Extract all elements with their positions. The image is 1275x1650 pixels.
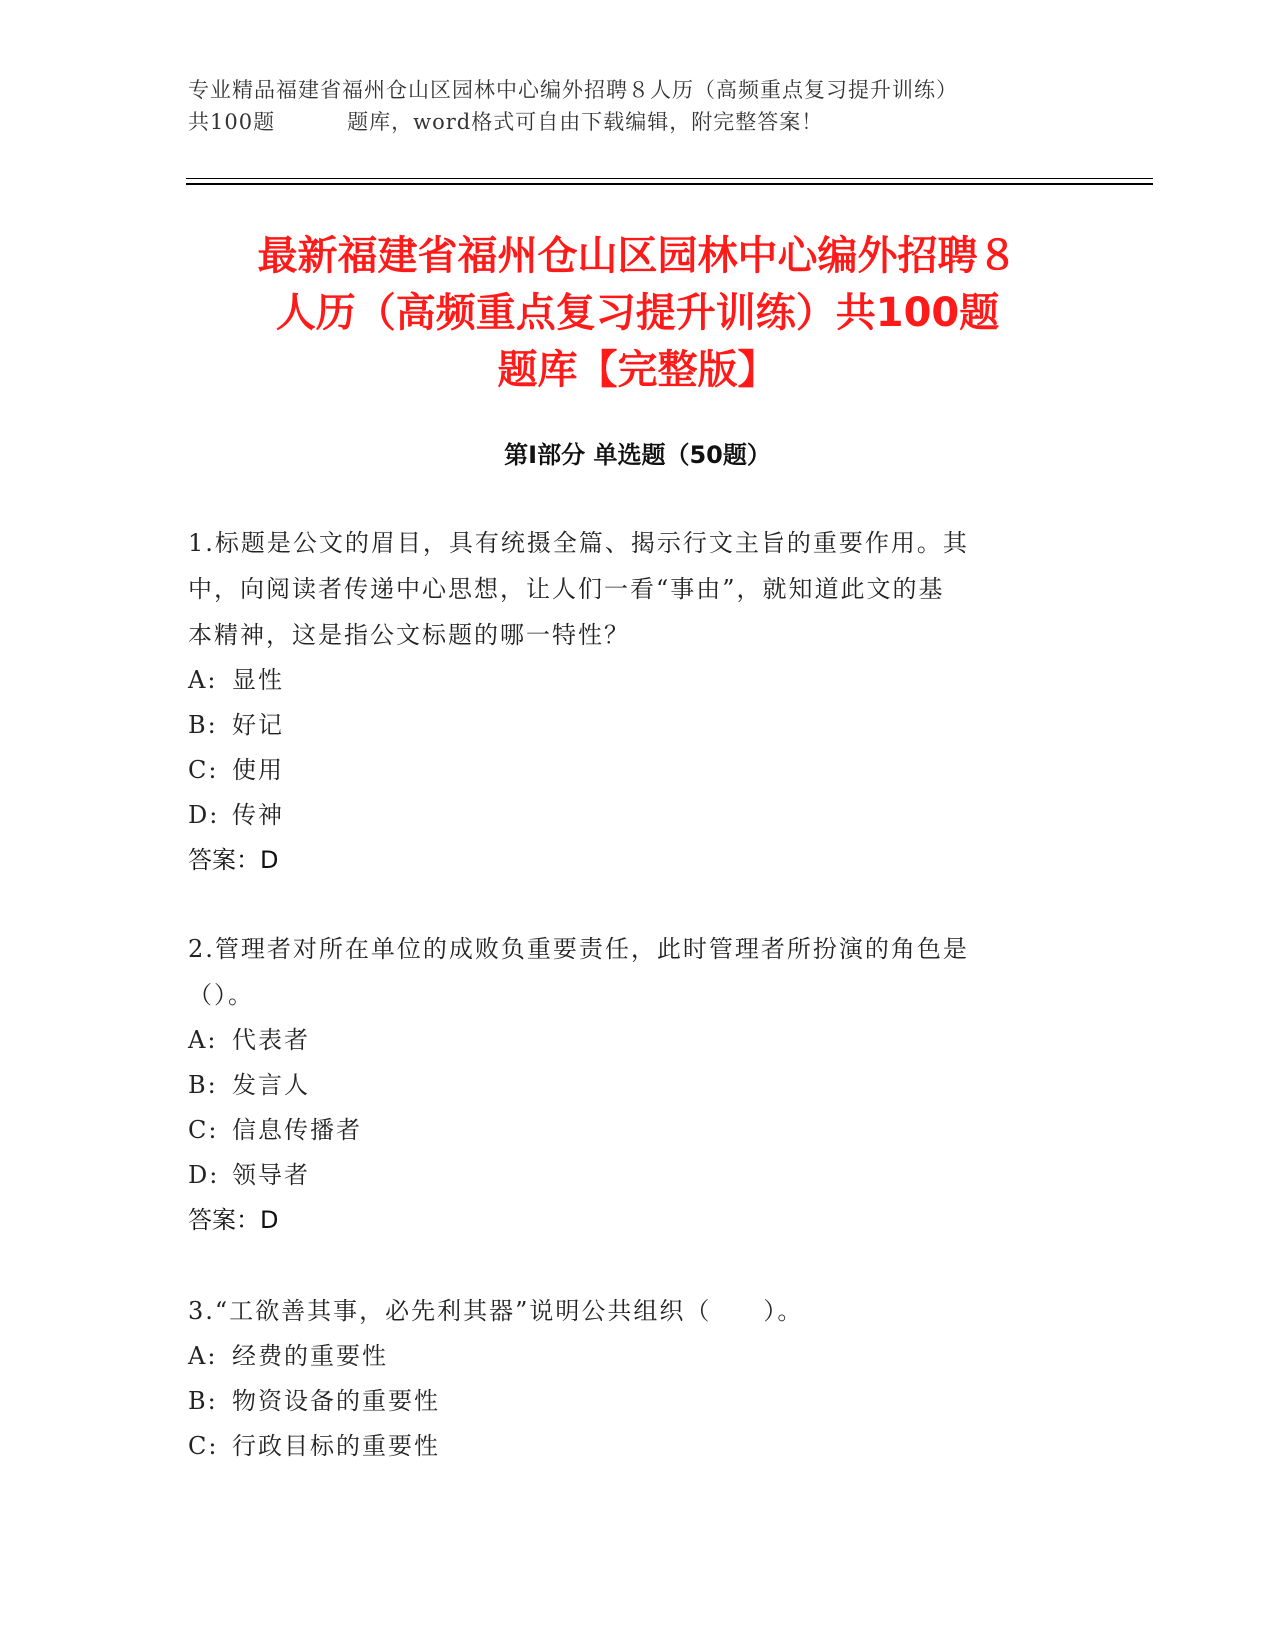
option-b — [188, 1063, 1088, 1108]
document-title — [180, 228, 1095, 399]
option-c — [188, 1424, 1088, 1469]
question-text-line: 1.标题是公文的眉目，具有统摄全篇、揭示行文主旨的重要作用。其 — [188, 529, 969, 557]
section-title: 第Ⅰ部分 单选题（50题） — [504, 441, 771, 469]
option-c — [188, 1108, 1088, 1153]
option-text: 发言人 — [232, 1071, 310, 1099]
option-key: D: — [188, 801, 220, 829]
header-note-count: 共100题 — [188, 110, 276, 134]
option-a — [188, 658, 1088, 703]
document-title-line-2: 人历（高频重点复习提升训练）共100题 — [275, 290, 1000, 336]
question-text — [188, 926, 1088, 1018]
question-1 — [188, 520, 1088, 883]
document-title-line-1: 最新福建省福州仓山区园林中心编外招聘８ — [257, 233, 1018, 279]
header-divider-thin — [186, 178, 1153, 179]
option-text: 行政目标的重要性 — [232, 1432, 440, 1460]
option-d — [188, 793, 1088, 838]
question-text-line: 本精神，这是指公文标题的哪一特性？ — [188, 621, 630, 649]
answer: 答案：D — [188, 1206, 279, 1234]
option-text: 领导者 — [232, 1161, 310, 1189]
option-text: 显性 — [232, 666, 284, 694]
answer: 答案：D — [188, 846, 279, 874]
option-text: 传神 — [232, 801, 284, 829]
option-text: 物资设备的重要性 — [232, 1387, 440, 1415]
option-key: C: — [188, 1432, 219, 1460]
question-text-line: 2.管理者对所在单位的成败负重要责任，此时管理者所扮演的角色是 — [188, 935, 969, 963]
option-text: 使用 — [232, 756, 284, 784]
option-text: 经费的重要性 — [232, 1342, 388, 1370]
option-key: B: — [188, 1387, 218, 1415]
header-note-line-2 — [188, 106, 1088, 138]
header-note-description: 题库，word格式可自由下载编辑，附完整答案！ — [347, 110, 824, 134]
option-key: A: — [188, 1026, 218, 1054]
question-2 — [188, 926, 1088, 1243]
option-a — [188, 1334, 1088, 1379]
option-text: 好记 — [232, 711, 284, 739]
option-key: D: — [188, 1161, 220, 1189]
option-key: B: — [188, 711, 218, 739]
option-c — [188, 748, 1088, 793]
option-a — [188, 1018, 1088, 1063]
option-d — [188, 1153, 1088, 1198]
option-b — [188, 1379, 1088, 1424]
option-text: 信息传播者 — [232, 1116, 362, 1144]
header-divider-thick — [186, 183, 1153, 185]
question-text-line: 3.“工欲善其事，必先利其器”说明公共组织（ ）。 — [188, 1297, 804, 1325]
option-key: C: — [188, 756, 219, 784]
option-b — [188, 703, 1088, 748]
option-key: C: — [188, 1116, 219, 1144]
question-text-line: （）。 — [188, 981, 254, 1009]
option-key: A: — [188, 666, 218, 694]
option-key: B: — [188, 1071, 218, 1099]
question-text-line: 中，向阅读者传递中心思想，让人们一看“事由”，就知道此文的基 — [188, 575, 945, 603]
option-key: A: — [188, 1342, 218, 1370]
header-note-line-1: 专业精品福建省福州仓山区园林中心编外招聘８人历（高频重点复习提升训练） — [188, 78, 958, 102]
option-text: 代表者 — [232, 1026, 310, 1054]
question-3 — [188, 1288, 1088, 1469]
document-title-line-3: 题库【完整版】 — [497, 347, 778, 393]
question-text — [188, 520, 1088, 658]
question-text — [188, 1288, 1088, 1334]
header-note — [188, 74, 1088, 138]
